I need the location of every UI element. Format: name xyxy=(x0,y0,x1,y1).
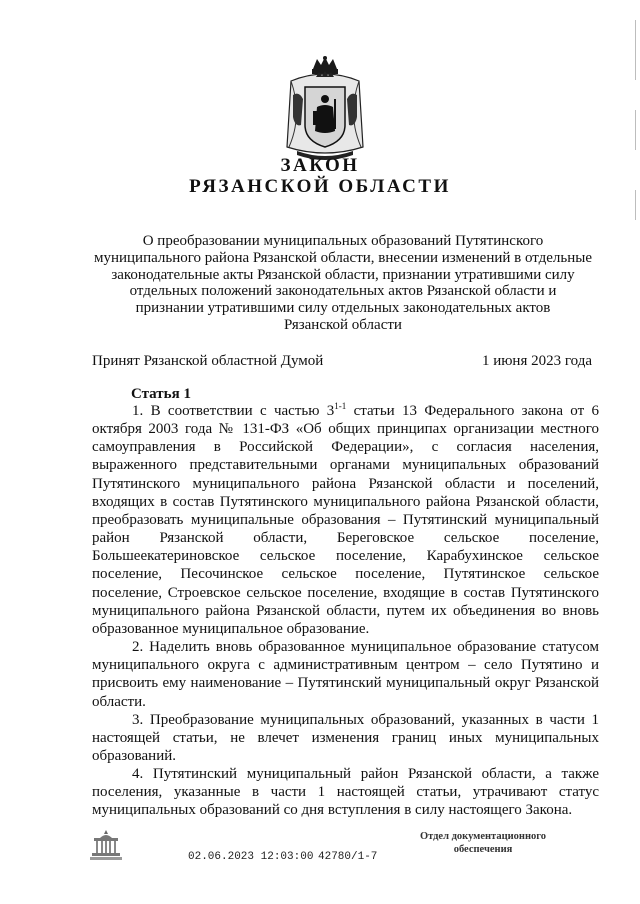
law-title: ЗАКОН xyxy=(280,155,360,176)
scan-mark xyxy=(635,190,636,220)
law-subject xyxy=(90,233,596,334)
department-line: обеспечения xyxy=(453,844,513,855)
ryazan-coat-of-arms-icon xyxy=(283,55,367,167)
adopted-by: Принят Рязанской областной Думой xyxy=(92,353,324,369)
article-paragraph-2: 2. Наделить вновь образованное муниципальное образование статусом муниципального округа с административным центром – село Путятино и присвоить ему наименование – Путятинский муниципальный округ Рязанской области. xyxy=(92,639,599,710)
subject-line: О преобразовании муниципальных образований Путятинского xyxy=(142,233,544,249)
adoption-date: 1 июня 2023 года xyxy=(481,353,592,369)
subject-line: муниципального района Рязанской области, внесении изменений в отдельные xyxy=(93,249,593,266)
registration-datetime: 02.06.2023 12:03:00 xyxy=(188,851,314,863)
subject-line: Рязанской области xyxy=(284,316,402,333)
paragraph-1-start: 1. В соответствии с частью 3 xyxy=(132,403,335,419)
duma-building-icon xyxy=(88,828,124,862)
paragraph-1-superscript: 1-1 xyxy=(334,401,347,411)
department-stamp xyxy=(408,830,558,856)
article-paragraph-1 xyxy=(92,402,599,638)
paragraph-1-rest: статьи 13 Федерального закона от 6 октября 2003 года № 131-ФЗ «Об общих принципах организации местного самоуправления в Российской Федерации», с согласия населения, выраженного представительными органами муниципальных образований Путятинского муниципального района Рязанской области и поселений, входящих в состав Путятинского муниципального района Рязанской области, преобразовать муниципальные образования – Путятинский муниципальный район Рязанской области, Береговское сельское поселение, Большеекатериновское сельское поселение, Карабухинское сельское поселение, Песочинское сельское поселение, Путятинское сельское поселение, Строевское сельское поселение, входящие в состав Путятинского муниципального района Рязанской области, путем их объединения во вновь образованное муниципальное образование. xyxy=(92,403,599,637)
subject-line: признании утратившими силу отдельных законодательных актов xyxy=(135,300,551,317)
subject-line: отдельных положений законодательных актов Рязанской области и xyxy=(129,283,557,300)
registration-number: 42780/1-7 xyxy=(318,851,378,863)
law-region-title: РЯЗАНСКОЙ ОБЛАСТИ xyxy=(189,176,451,197)
department-line: Отдел документационного xyxy=(419,831,547,842)
article-paragraph-3: 3. Преобразование муниципальных образований, указанных в части 1 настоящей статьи, не влечет изменения границ иных муниципальных образований. xyxy=(92,711,599,764)
article-title: Статья 1 xyxy=(131,386,191,402)
scan-mark xyxy=(635,110,636,150)
article-paragraph-4: 4. Путятинский муниципальный район Рязанской области, а также поселения, указанные в части 1 настоящей статьи, утрачивают статус муниципальных образований со дня вступления в силу настоящего Закона. xyxy=(92,766,599,819)
scan-mark xyxy=(635,20,636,80)
subject-line: законодательные акты Рязанской области, признании утратившими силу xyxy=(111,266,575,283)
article-body xyxy=(92,402,599,820)
